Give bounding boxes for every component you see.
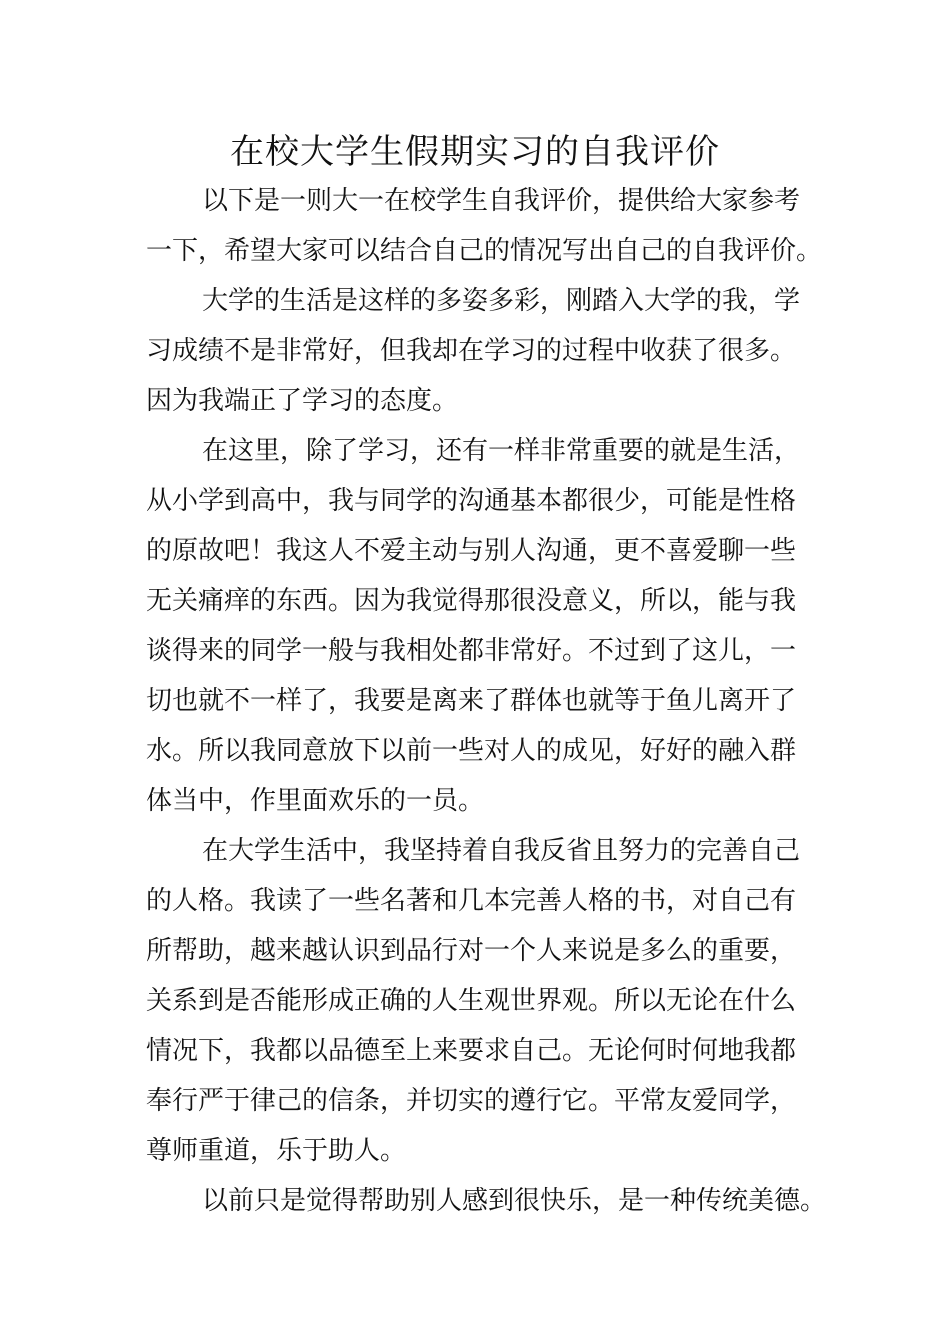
text-line: 关系到是否能形成正确的人生观世界观。所以无论在什么 (146, 986, 797, 1016)
text-line: 大学的生活是这样的多姿多彩，刚踏入大学的我，学 (202, 286, 801, 316)
text-line: 所帮助，越来越认识到品行对一个人来说是多么的重要， (146, 936, 797, 966)
text-line: 在大学生活中，我坚持着自我反省且努力的完善自己 (202, 836, 801, 866)
text-line: 因为我端正了学习的态度。 (146, 386, 459, 416)
text-line: 切也就不一样了，我要是离来了群体也就等于鱼儿离开了 (146, 686, 797, 716)
paragraph-1 (146, 176, 826, 276)
text-line: 习成绩不是非常好，但我却在学习的过程中收获了很多。 (146, 336, 797, 366)
text-line: 以前只是觉得帮助别人感到很快乐，是一种传统美德。 (202, 1186, 827, 1216)
text-line: 尊师重道，乐于助人。 (146, 1136, 407, 1166)
text-line: 无关痛痒的东西。因为我觉得那很没意义，所以，能与我 (146, 586, 797, 616)
document-body (146, 176, 826, 1226)
text-line: 一下，希望大家可以结合自己的情况写出自己的自我评价。 (146, 236, 823, 266)
text-line: 体当中，作里面欢乐的一员。 (146, 786, 485, 816)
text-line: 的人格。我读了一些名著和几本完善人格的书，对自己有 (146, 886, 797, 916)
text-line: 以下是一则大一在校学生自我评价，提供给大家参考 (202, 186, 801, 216)
paragraph-3 (146, 426, 826, 826)
text-line: 谈得来的同学一般与我相处都非常好。不过到了这儿，一 (146, 636, 797, 666)
paragraph-2 (146, 276, 826, 426)
document-title: 在校大学生假期实习的自我评价 (230, 132, 720, 172)
text-line: 奉行严于律己的信条，并切实的遵行它。平常友爱同学， (146, 1086, 797, 1116)
paragraph-4 (146, 826, 826, 1176)
text-line: 的原故吧！我这人不爱主动与别人沟通，更不喜爱聊一些 (146, 536, 797, 566)
text-line: 从小学到高中，我与同学的沟通基本都很少，可能是性格 (146, 486, 797, 516)
paragraph-5 (146, 1176, 826, 1226)
text-line: 在这里，除了学习，还有一样非常重要的就是生活， (202, 436, 801, 466)
text-line: 情况下，我都以品德至上来要求自己。无论何时何地我都 (146, 1036, 797, 1066)
text-line: 水。所以我同意放下以前一些对人的成见，好好的融入群 (146, 736, 797, 766)
